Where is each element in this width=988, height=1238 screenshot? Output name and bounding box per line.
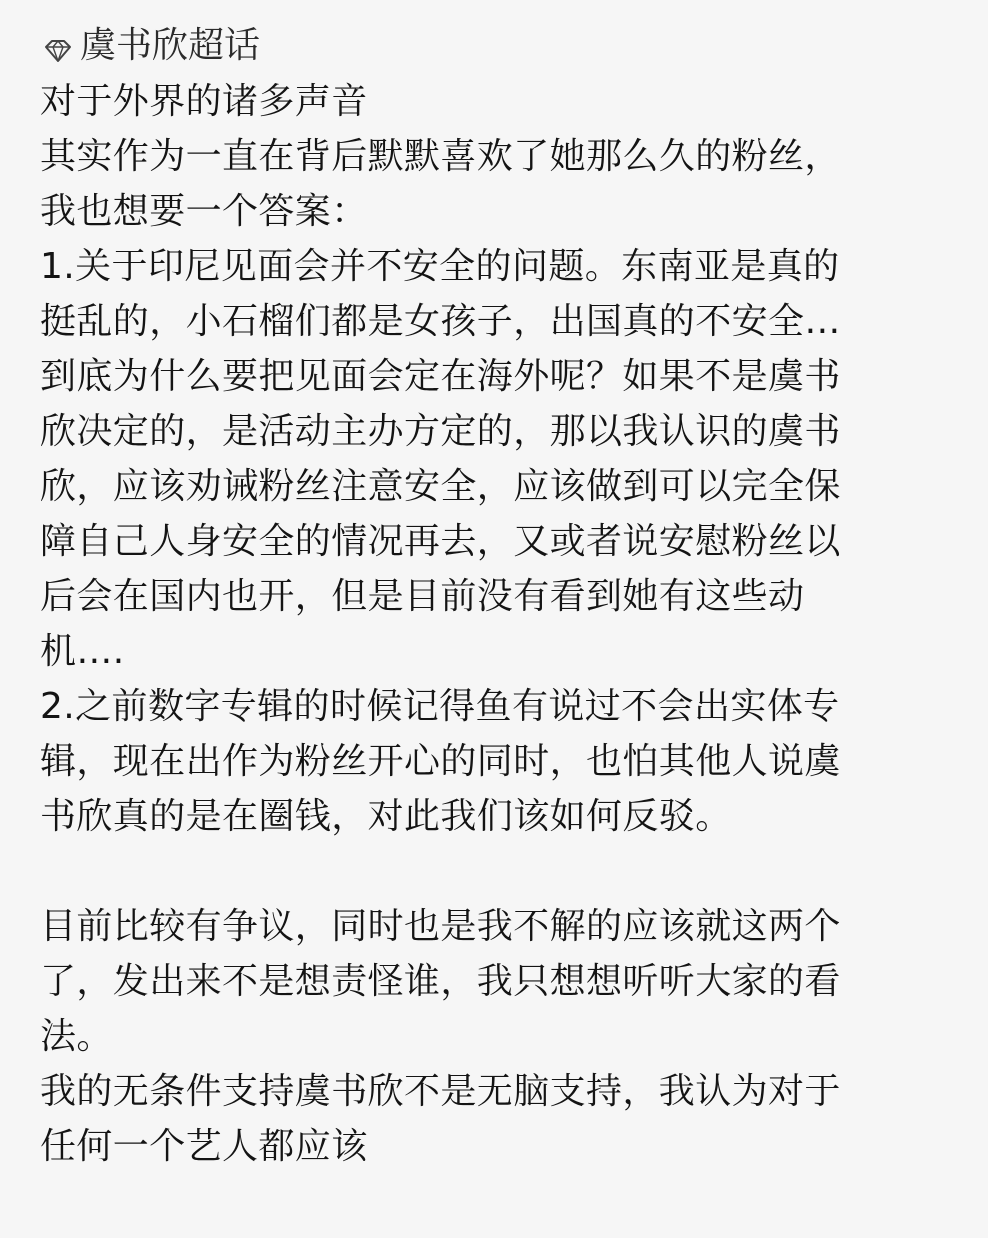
post-line: 了，发出来不是想责怪谁，我只想想听听大家的看 [40, 961, 841, 1002]
post-body [40, 74, 948, 1174]
post-line: 我也想要一个答案： [40, 191, 368, 232]
truncation-fade [400, 1192, 600, 1238]
post-line: 目前比较有争议，同时也是我不解的应该就这两个 [40, 906, 841, 947]
post-line: 辑，现在出作为粉丝开心的同时，也怕其他人说虞 [40, 741, 841, 782]
post-line: 我的无条件支持虞书欣不是无脑支持，我认为对于 [40, 1071, 841, 1112]
post-line: 欣，应该劝诫粉丝注意安全，应该做到可以完全保 [40, 466, 841, 507]
post-line: 挺乱的，小石榴们都是女孩子，出国真的不安全… [40, 301, 841, 342]
post-line: 书欣真的是在圈钱，对此我们该如何反驳。 [40, 796, 732, 837]
post-line: 2.之前数字专辑的时候记得鱼有说过不会出实体专 [40, 686, 840, 727]
post-line: 其实作为一直在背后默默喜欢了她那么久的粉丝， [40, 136, 841, 177]
post-line: 到底为什么要把见面会定在海外呢？如果不是虞书 [40, 356, 841, 397]
post-line: 欣决定的，是活动主办方定的，那以我认识的虞书 [40, 411, 841, 452]
post-line: 后会在国内也开，但是目前没有看到她有这些动 [40, 576, 805, 617]
post-line: 对于外界的诸多声音 [40, 81, 368, 122]
post-line: 障自己人身安全的情况再去，又或者说安慰粉丝以 [40, 521, 841, 562]
post-line: 1.关于印尼见面会并不安全的问题。东南亚是真的 [40, 246, 840, 287]
post-line: 机…. [40, 631, 125, 672]
post-line: 法。 [40, 1016, 113, 1057]
post-line: 任何一个艺人都应该 [40, 1126, 368, 1167]
diamond-icon [42, 30, 74, 62]
paragraph-gap [40, 844, 948, 899]
supertopic-label: 虞书欣超话 [80, 25, 261, 66]
supertopic-tag[interactable] [42, 20, 948, 72]
